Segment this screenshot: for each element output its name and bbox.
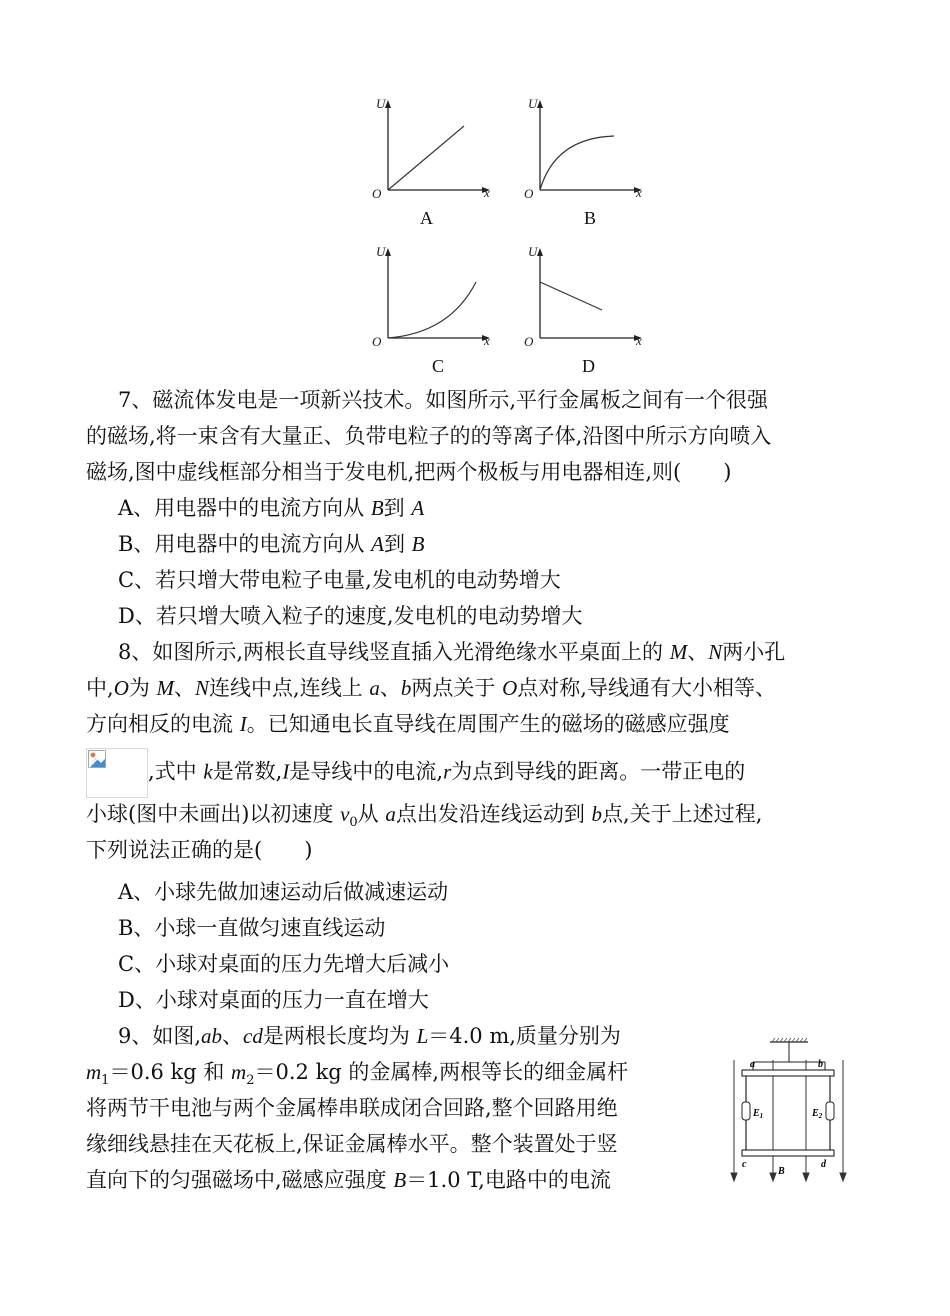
x-axis-label: x <box>636 333 642 348</box>
graph-a <box>368 90 498 230</box>
label-e1: $E_1$ <box>753 1108 764 1120</box>
q8-option-b: B、小球一直做匀速直线运动 <box>118 916 386 940</box>
q8-line-3: 方向相反的电流 I。已知通电长直导线在周围产生的磁场的磁感应强度 <box>86 712 730 736</box>
q9-line-1: 9、如图,ab、cd是两根长度均为 L＝4.0 m,质量分别为 <box>118 1024 621 1048</box>
q8-option-d: D、小球对桌面的压力一直在增大 <box>118 988 429 1012</box>
x-axis-label: x <box>484 333 490 348</box>
label-e2: $E_2$ <box>812 1108 823 1120</box>
q9-line-4: 缘细线悬挂在天花板上,保证金属棒水平。整个装置处于竖 <box>86 1132 618 1156</box>
graph-caption-c: C <box>432 356 445 376</box>
origin-label: O <box>372 186 382 201</box>
y-axis-label: U <box>376 244 386 259</box>
broken-image-icon <box>88 750 106 768</box>
graph-d <box>520 238 650 378</box>
q9-line-2: $m_1=0.6$ kg 和 $m_2=0.2$ kg 的金属棒,两根等长的细金属杆 <box>86 1060 629 1089</box>
label-c: c <box>742 1159 747 1170</box>
q7-option-c: C、若只增大带电粒子电量,发电机的电动势增大 <box>118 568 561 592</box>
q8-line-6: 下列说法正确的是( ) <box>86 838 313 862</box>
graph-caption-b: B <box>584 208 597 228</box>
label-b: b <box>818 1059 823 1070</box>
x-axis-label: x <box>484 185 490 200</box>
x-axis-label: x <box>636 185 642 200</box>
y-axis-label: U <box>528 96 538 111</box>
battery-e1 <box>742 1102 750 1120</box>
formula-image-placeholder <box>86 748 148 798</box>
graph-b <box>520 90 650 230</box>
rod-ab <box>742 1070 834 1076</box>
label-a: a <box>750 1059 755 1070</box>
label-d: d <box>821 1159 826 1170</box>
q7-option-b: B、用电器中的电流方向从 A到 B <box>118 532 425 556</box>
rod-cd <box>742 1150 834 1156</box>
curve-a <box>388 126 464 190</box>
label-field-b: B <box>778 1166 785 1177</box>
battery-e2 <box>826 1102 834 1120</box>
q9-line-3: 将两节干电池与两个金属棒串联成闭合回路,整个回路用绝 <box>86 1096 618 1120</box>
q8-line-2: 中,O为 M、N连线中点,连线上 a、b两点关于 O点对称,导线通有大小相等、 <box>86 676 776 700</box>
curve-d <box>540 282 602 310</box>
q8-option-a: A、小球先做加速运动后做减速运动 <box>118 880 449 904</box>
q7-line-2: 的磁场,将一束含有大量正、负带电粒子的的等离子体,沿图中所示方向喷入 <box>86 424 772 448</box>
y-axis-label: U <box>376 96 386 111</box>
curve-b <box>540 136 614 190</box>
q8-line-1: 8、如图所示,两根长直导线竖直插入光滑绝缘水平桌面上的 M、N两小孔 <box>118 640 786 664</box>
q7-option-a: A、用电器中的电流方向从 B到 A <box>118 496 425 520</box>
y-axis-label: U <box>528 244 538 259</box>
graph-c <box>368 238 498 378</box>
q7-line-3: 磁场,图中虚线框部分相当于发电机,把两个极板与用电器相连,则( ) <box>86 460 732 484</box>
q8-option-c: C、小球对桌面的压力先增大后减小 <box>118 952 450 976</box>
graph-caption-d: D <box>582 356 595 376</box>
origin-label: O <box>524 334 534 349</box>
q8-line-4: ,式中 k是常数,I是导线中的电流,r为点到导线的距离。一带正电的 <box>86 748 745 798</box>
q7-option-d: D、若只增大喷入粒子的速度,发电机的电动势增大 <box>118 604 583 628</box>
q7-line-1: 7、磁流体发电是一项新兴技术。如图所示,平行金属板之间有一个很强 <box>118 388 769 412</box>
graph-caption-a: A <box>420 208 433 228</box>
origin-label: O <box>372 334 382 349</box>
circuit-diagram <box>728 1036 848 1190</box>
curve-c <box>388 282 476 338</box>
q9-line-5: 直向下的匀强磁场中,磁感应强度 B＝1.0 T,电路中的电流 <box>86 1168 611 1192</box>
origin-label: O <box>524 186 534 201</box>
q8-line-5: 小球(图中未画出)以初速度 $v_0$从 a点出发沿连线运动到 b点,关于上述过程, <box>86 802 763 831</box>
